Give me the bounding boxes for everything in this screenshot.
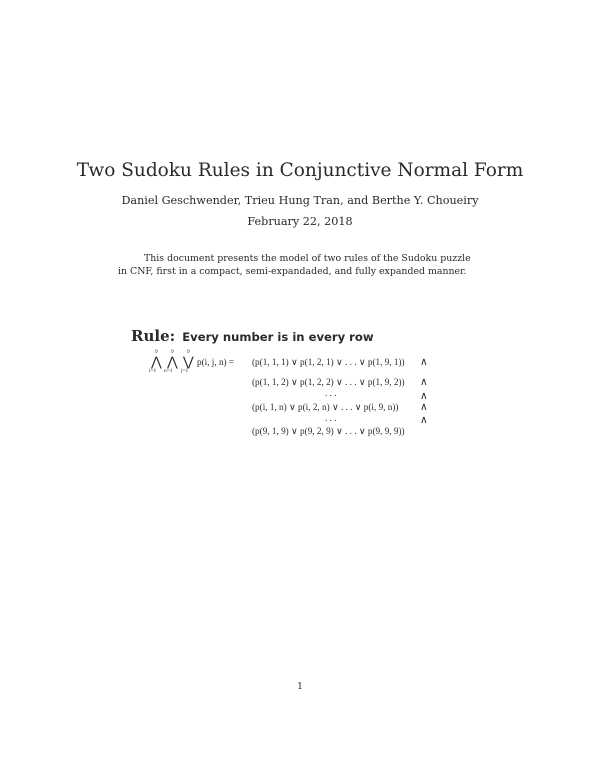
section-heading-sub: Every number is in every row (182, 330, 374, 344)
paper-title: Two Sudoku Rules in Conjunctive Normal Form (76, 160, 524, 181)
equation-lhs: p(i, j, n) = (197, 357, 235, 367)
lower-limit-3: j=1 (181, 368, 189, 374)
equation-ellipsis-1: . . . (325, 388, 337, 398)
section-heading-main: Rule: (131, 327, 176, 345)
paper-authors: Daniel Geschwender, Trieu Hung Tran, and Berthe Y. Choueiry (121, 194, 479, 207)
upper-limit-1: 9 (155, 349, 158, 355)
equation-ellipsis-2: . . . (325, 413, 337, 423)
conjunction-5: ∧ (420, 415, 428, 426)
conjunction-1: ∧ (420, 357, 428, 368)
conjunction-4: ∧ (420, 402, 428, 413)
upper-limit-3: 9 (187, 349, 190, 355)
lower-limit-1: i=1 (149, 368, 157, 374)
equation-row-1: (p(1, 1, 1) ∨ p(1, 2, 1) ∨ . . . ∨ p(1, 9, 1)) (252, 357, 405, 367)
upper-limit-2: 9 (171, 349, 174, 355)
equation-row-4: (p(9, 1, 9) ∨ p(9, 2, 9) ∨ . . . ∨ p(9, 9, 9)) (252, 426, 405, 436)
equation-row-2: (p(1, 1, 2) ∨ p(1, 2, 2) ∨ . . . ∨ p(1, 9, 2)) (252, 377, 405, 387)
big-or-operator: ⋁ (183, 354, 194, 369)
paper-date: February 22, 2018 (247, 215, 353, 228)
big-and-operator-1: ⋀ (151, 354, 162, 369)
section-heading (131, 326, 374, 345)
lower-limit-2: n=1 (164, 368, 173, 374)
abstract-paragraph: This document presents the model of two rules of the Sudoku puzzle in CNF, first in a compact, semi-expandaded, and fully expanded manner. (118, 253, 471, 277)
big-and-operator-2: ⋀ (167, 354, 178, 369)
equation-row-3: (p(i, 1, n) ∨ p(i, 2, n) ∨ . . . ∨ p(i, 9, n)) (252, 402, 399, 412)
conjunction-3: ∧ (420, 391, 428, 402)
page-number: 1 (297, 681, 303, 692)
conjunction-2: ∧ (420, 377, 428, 388)
